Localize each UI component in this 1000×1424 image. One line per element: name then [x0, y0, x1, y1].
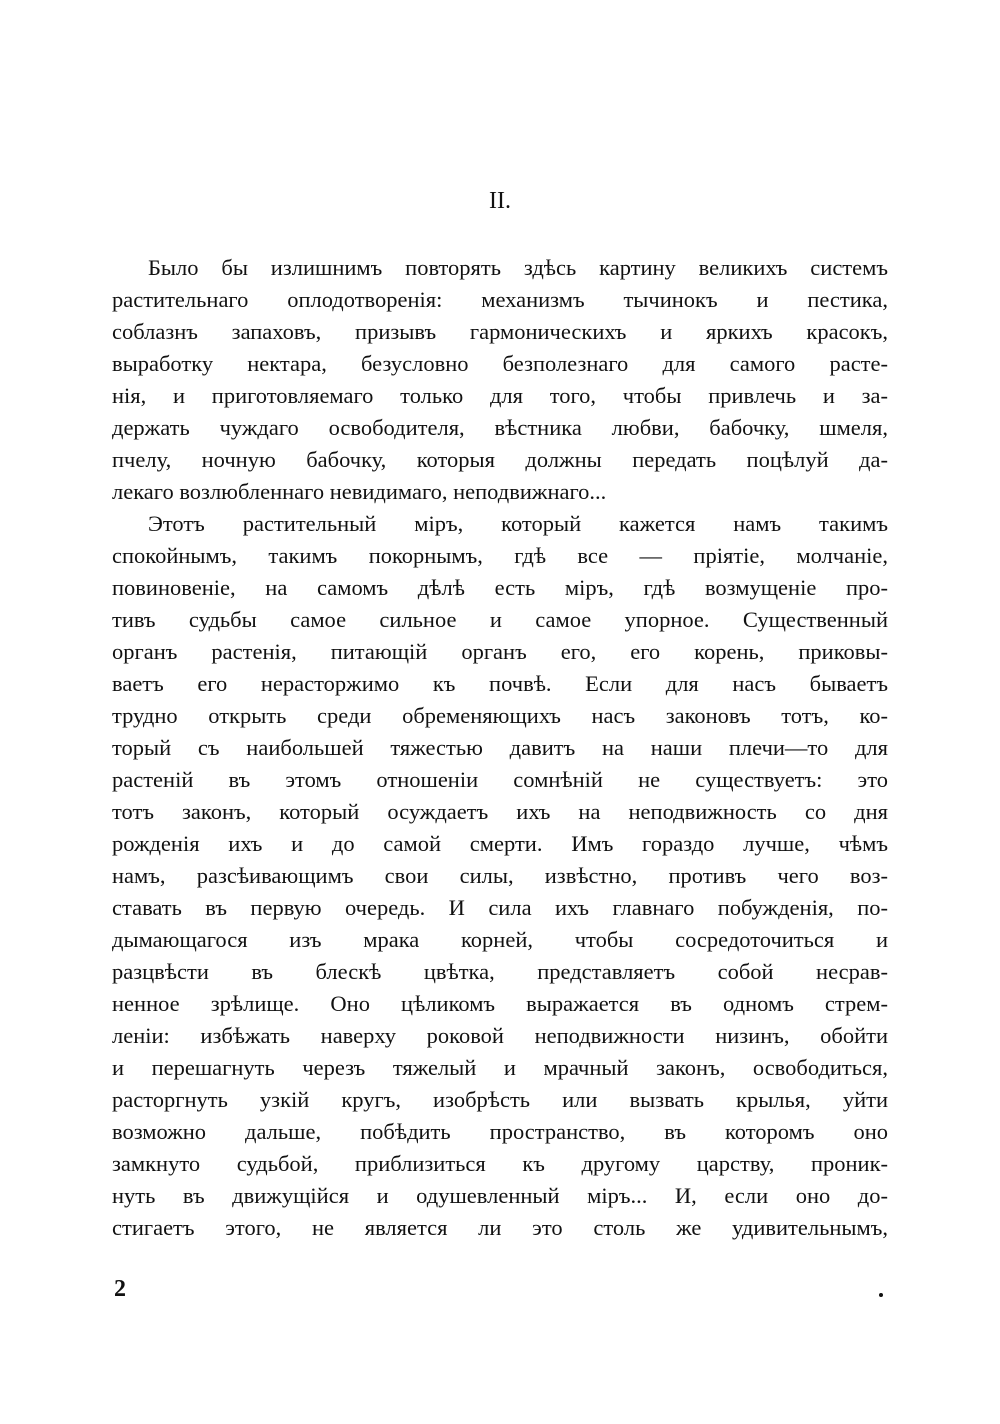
- text-line: тивъ судьбы самое сильное и самое упорное. Существенный: [112, 607, 888, 632]
- text-line: Этотъ растительный міръ, который кажется намъ такимъ: [148, 511, 888, 536]
- text-line: и перешагнуть черезъ тяжелый и мрачный законъ, освободиться,: [112, 1055, 888, 1080]
- text-line: замкнуто судьбой, приблизиться къ другому царству, проник-: [112, 1151, 888, 1176]
- text-line: повиновеніе, на самомъ дѣлѣ есть міръ, гдѣ возмущеніе про-: [112, 575, 888, 600]
- text-line: разцвѣсти въ блескѣ цвѣтка, представляетъ собой несрав-: [112, 959, 888, 984]
- text-line: дымающагося изъ мрака корней, чтобы сосредоточиться и: [112, 927, 888, 952]
- text-line: ненное зрѣлище. Оно цѣликомъ выражается въ одномъ стрем-: [112, 991, 888, 1016]
- text-line: торый съ наибольшей тяжестью давитъ на наши плечи—то для: [112, 735, 888, 760]
- text-line: нія, и приготовляемаго только для того, чтобы привлечь и за-: [112, 383, 888, 408]
- text-line: держать чуждаго освободителя, вѣстника любви, бабочку, шмеля,: [112, 415, 888, 440]
- text-line: возможно дальше, побѣдить пространство, въ которомъ оно: [112, 1119, 888, 1144]
- text-line: растеній въ этомъ отношеніи сомнѣній не существуетъ: это: [112, 767, 888, 792]
- print-speck: [879, 1293, 883, 1297]
- chapter-heading: II.: [489, 188, 511, 214]
- text-line: трудно открыть среди обременяющихъ насъ законовъ тотъ, ко-: [112, 703, 888, 728]
- text-line: расторгнуть узкій кругъ, изобрѣсть или вызвать крылья, уйти: [112, 1087, 888, 1112]
- text-line: лекаго возлюбленнаго невидимаго, неподвижнаго...: [112, 479, 607, 504]
- text-line: растительнаго оплодотворенія: механизмъ тычинокъ и пестика,: [112, 287, 888, 312]
- text-line: рожденія ихъ и до самой смерти. Имъ гораздо лучше, чѣмъ: [112, 831, 888, 856]
- text-line: соблазнъ запаховъ, призывъ гармоническихъ и яркихъ красокъ,: [112, 319, 888, 344]
- text-line: органъ растенія, питающій органъ его, его корень, приковы-: [112, 639, 888, 664]
- text-line: леніи: избѣжать наверху роковой неподвижности низинъ, обойти: [112, 1023, 888, 1048]
- text-line: нуть въ движущійся и одушевленный міръ... И, если оно до-: [112, 1183, 888, 1208]
- text-line: ставать въ первую очередь. И сила ихъ главнаго побужденія, по-: [112, 895, 888, 920]
- text-line: Было бы излишнимъ повторять здѣсь картину великихъ системъ: [148, 255, 888, 280]
- text-line: спокойнымъ, такимъ покорнымъ, гдѣ все — пріятіе, молчаніе,: [112, 543, 888, 568]
- text-line: тотъ законъ, который осуждаетъ ихъ на неподвижность со дня: [112, 799, 888, 824]
- text-line: намъ, разсѣивающимъ свои силы, извѣстно, противъ чего воз-: [112, 863, 888, 888]
- page-number: 2: [114, 1276, 126, 1302]
- text-line: выработку нектара, безусловно безполезнаго для самого расте-: [112, 351, 888, 376]
- text-line: пчелу, ночную бабочку, которыя должны передать поцѣлуй да-: [112, 447, 888, 472]
- text-line: стигаетъ этого, не является ли это столь же удивительнымъ,: [112, 1215, 888, 1240]
- text-line: ваетъ его нерасторжимо къ почвѣ. Если для насъ бываетъ: [112, 671, 888, 696]
